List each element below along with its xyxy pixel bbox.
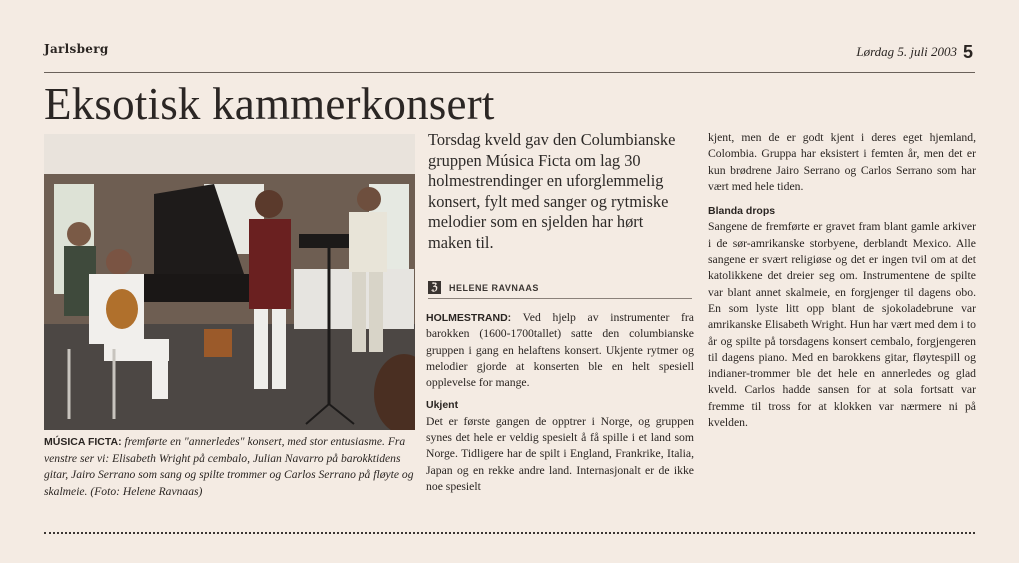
- subhead-blanda-drops: Blanda drops: [708, 205, 776, 218]
- byline-author: HELENE RAVNAAS: [449, 282, 539, 293]
- newspaper-masthead: Jarlsberg: [44, 42, 109, 56]
- issue-date: Lørdag 5. juli 2003: [856, 44, 957, 59]
- subhead-ukjent: Ukjent: [426, 399, 459, 412]
- caption-text: fremførte en "annerledes" konsert, med stor entusiasme. Fra venstre ser vi: Elisabeth Wright på cembalo, Julian Navarro på barokktidens gitar, Jairo Serrano som sang og spilte trommer og Carlos Serrano på fløyte og skalmeie. (Foto: Helene Ravnaas): [44, 435, 414, 498]
- header-rule: [44, 72, 975, 73]
- article-paragraph-2: Det er første gangen de opptrer i Norge, og gruppen synes det hele er veldig spesielt å få spille i et land som Norge. Tidligere har de spilt i England, Frankrike, Italia, Japan og en rekke andre land. Internasjonalt er de ikke noe spesielt: [426, 414, 694, 493]
- article-intro: Torsdag kveld gav den Columbianske gruppen Música Ficta om lag 30 holmestrendinger en uforglemmelig konsert, fylt med sanger og rytmiske melodier som en sjelden har hørt maken til.: [428, 130, 676, 252]
- dateline: HOLMESTRAND:: [426, 312, 512, 324]
- photo-illustration: [44, 134, 415, 430]
- bottom-dotted-rule: [44, 532, 975, 534]
- byline-icon: ℨ: [428, 281, 441, 294]
- article-paragraph-1: [426, 310, 694, 391]
- photo-caption: [44, 434, 416, 500]
- caption-lead: MÚSICA FICTA:: [44, 436, 122, 448]
- article-paragraph-4: Sangene de fremførte er gravet fram blant gamle arkiver i de sør-amrikanske storbyene, derblandt Mexico. Alle sangene er svært religiøse og det er ingen tvil om at det katolikkene det dreier seg om. Instrumentene de spilte var blant annet skalmeie, en forgjenger til dagens obo. En som lyste litt opp blant de sjokoladebrune var amrikanske Elisabeth Wright. Hun har vært med dem i to år og spilte på torsdagens konsert cembalo, forgjengeren til dagens piano. Med en barokkens gitar, fløytespill og indianer-trommer ble det hele en annerledes og glad kveld. Carlos hadde sansen for at sola fortsatt var fremme til tross for at klokken var nærmere ni på kvelden.: [708, 220, 976, 430]
- article-headline: Eksotisk kammerkonsert: [44, 79, 495, 129]
- article-photo: [44, 134, 415, 430]
- article-column-3: [708, 130, 976, 431]
- article-column-2: [426, 310, 694, 495]
- byline: [428, 281, 692, 299]
- page-number: 5: [962, 42, 973, 62]
- paragraph-1-text: Ved hjelp av instrumenter fra barokken (1600-1700tallet) satte den columbianske gruppen i gang en helaftens konsert. Ukjente rytmer og melodier gjorde at konserten ble en helt spesiell opplevelse for mange.: [426, 311, 694, 390]
- article-paragraph-3: kjent, men de er godt kjent i deres eget hjemland, Colombia. Gruppa har eksistert i femten år, men det er kun brødrene Jairo Serrano og Carlos Serrano som har vært med hele tiden.: [708, 131, 976, 193]
